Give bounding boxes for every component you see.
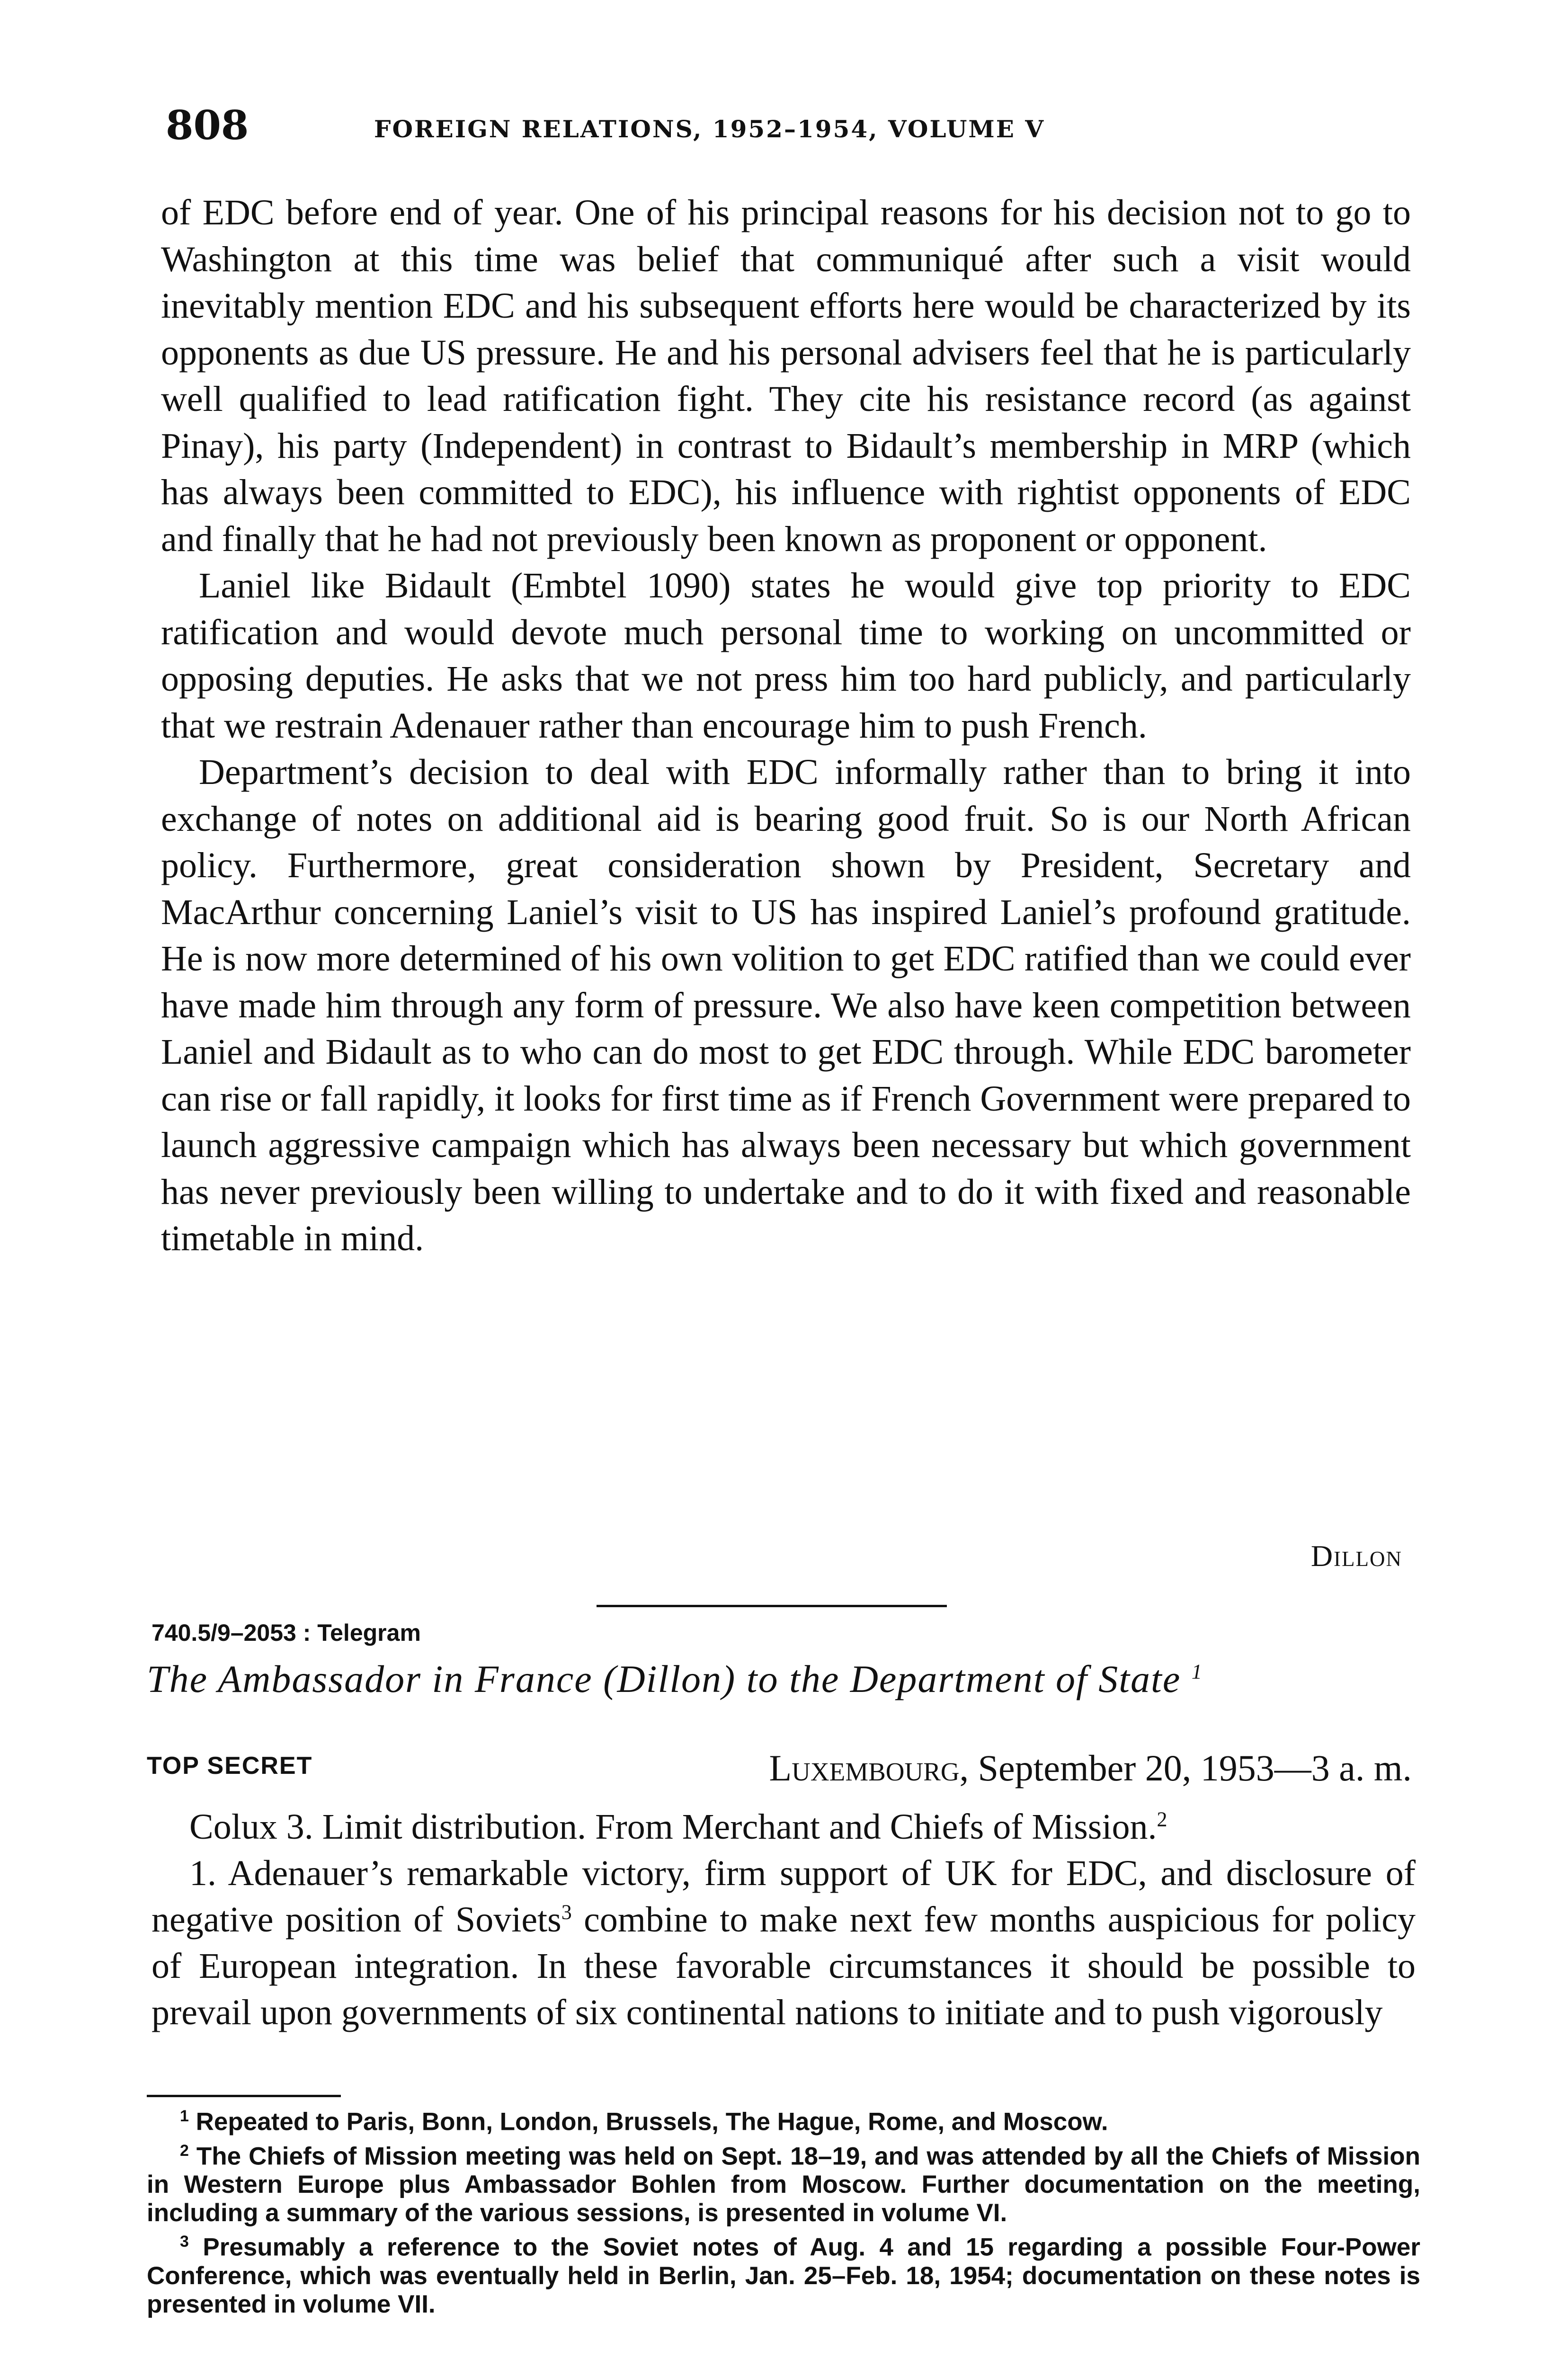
- paragraph: Department’s decision to deal with EDC informally rather than to bring it into exchange of notes on additional aid is bearing good fruit. So is our North African policy. Furthermore, great consideration shown by President, Secretary and MacArthur concerning Laniel’s visit to US has inspired Laniel’s profound gratitude. He is now more determined of his own volition to get EDC ratified than we could ever have made him through any form of pressure. We also have keen competition between Laniel and Bidault as to who can do most to get EDC through. While EDC barometer can rise or fall rapidly, it looks for first time as if French Government were prepared to launch aggressive campaign which has always been necessary but which government has never previously been willing to undertake and to do it with fixed and reasonable timetable in mind.: [161, 752, 1411, 1258]
- date: September 20, 1953—3 a. m.: [978, 1747, 1412, 1789]
- footnote-marker: 2: [1157, 1807, 1167, 1831]
- place-date: [769, 1747, 1412, 1789]
- footnote-text: Presumably a reference to the Soviet notes of Aug. 4 and 15 regarding a possible Four-Power Conference, which was eventually held in Berlin, Jan. 25–Feb. 18, 1954; documentation on these notes is presented in volume VII.: [147, 2233, 1420, 2318]
- footnote-number: 2: [180, 2141, 189, 2160]
- footnote-text: The Chiefs of Mission meeting was held on Sept. 18–19, and was attended by all the Chiefs of Mission in Western Europe plus Ambassador Bohlen from Moscow. Further documentation on the meeting, including a summary of the various sessions, is presented in volume VI.: [147, 2142, 1420, 2227]
- document-divider: [597, 1605, 947, 1607]
- footnote-text: Repeated to Paris, Bonn, London, Brussels, The Hague, Rome, and Moscow.: [196, 2108, 1108, 2136]
- footnote: [147, 2102, 1420, 2136]
- footnote-marker: 3: [561, 1900, 572, 1924]
- place: Luxembourg,: [769, 1747, 969, 1789]
- paragraph: of EDC before end of year. One of his principal reasons for his decision not to go to Washington at this time was belief that communiqué after such a visit would inevitably mention EDC and his subsequent efforts here would be characterized by its opponents as due US pressure. He and his personal advisers feel that he is particularly well qualified to lead ratification fight. They cite his resistance record (as against Pinay), his party (Independent) in contrast to Bidault’s membership in MRP (which has always been committed to EDC), his influence with rightist opponents of EDC and finally that he had not previously been known as proponent or opponent.: [161, 193, 1411, 559]
- document-title: [147, 1657, 1425, 1701]
- footnotes: [147, 2102, 1420, 2319]
- running-head: FOREIGN RELATIONS, 1952–1954, VOLUME V: [374, 115, 1045, 143]
- previous-document-text: [161, 189, 1411, 1262]
- document-title-text: The Ambassador in France (Dillon) to the Department of State: [147, 1657, 1181, 1700]
- footnote-number: 1: [180, 2107, 189, 2125]
- paragraph: Laniel like Bidault (Embtel 1090) states he would give top priority to EDC ratification and would devote much personal time to working on uncommitted or opposing deputies. He asks that we not press him too hard publicly, and particularly that we restrain Adenauer rather than encourage him to push French.: [161, 566, 1411, 746]
- footnote: [147, 2136, 1420, 2228]
- telegram-text: [151, 1804, 1416, 2036]
- page-number: 808: [166, 102, 249, 149]
- footnote-marker: 1: [1191, 1660, 1203, 1683]
- signature: Dillon: [1310, 1539, 1402, 1573]
- classification: TOP SECRET: [147, 1752, 313, 1780]
- paragraph-text: 1. Adenauer’s remarkable victory, firm support of UK for EDC, and disclosure of negative position of Soviets: [151, 1853, 1416, 1940]
- paragraph: [151, 1804, 1416, 1850]
- page-header: [166, 102, 1416, 159]
- paragraph-text: combine to make next few months auspicious for policy of European integration. In these favorable circumstances it should be possible to prevail upon governments of six continental nations to initiate and to push vigorously: [151, 1900, 1416, 2032]
- file-reference: 740.5/9–2053 : Telegram: [151, 1620, 421, 1646]
- paragraph: [151, 1850, 1416, 2036]
- footnote-number: 3: [180, 2233, 189, 2251]
- footnote-rule: [147, 2095, 341, 2097]
- footnote: [147, 2227, 1420, 2319]
- opening-line: Colux 3. Limit distribution. From Merchant and Chiefs of Mission.: [189, 1807, 1157, 1847]
